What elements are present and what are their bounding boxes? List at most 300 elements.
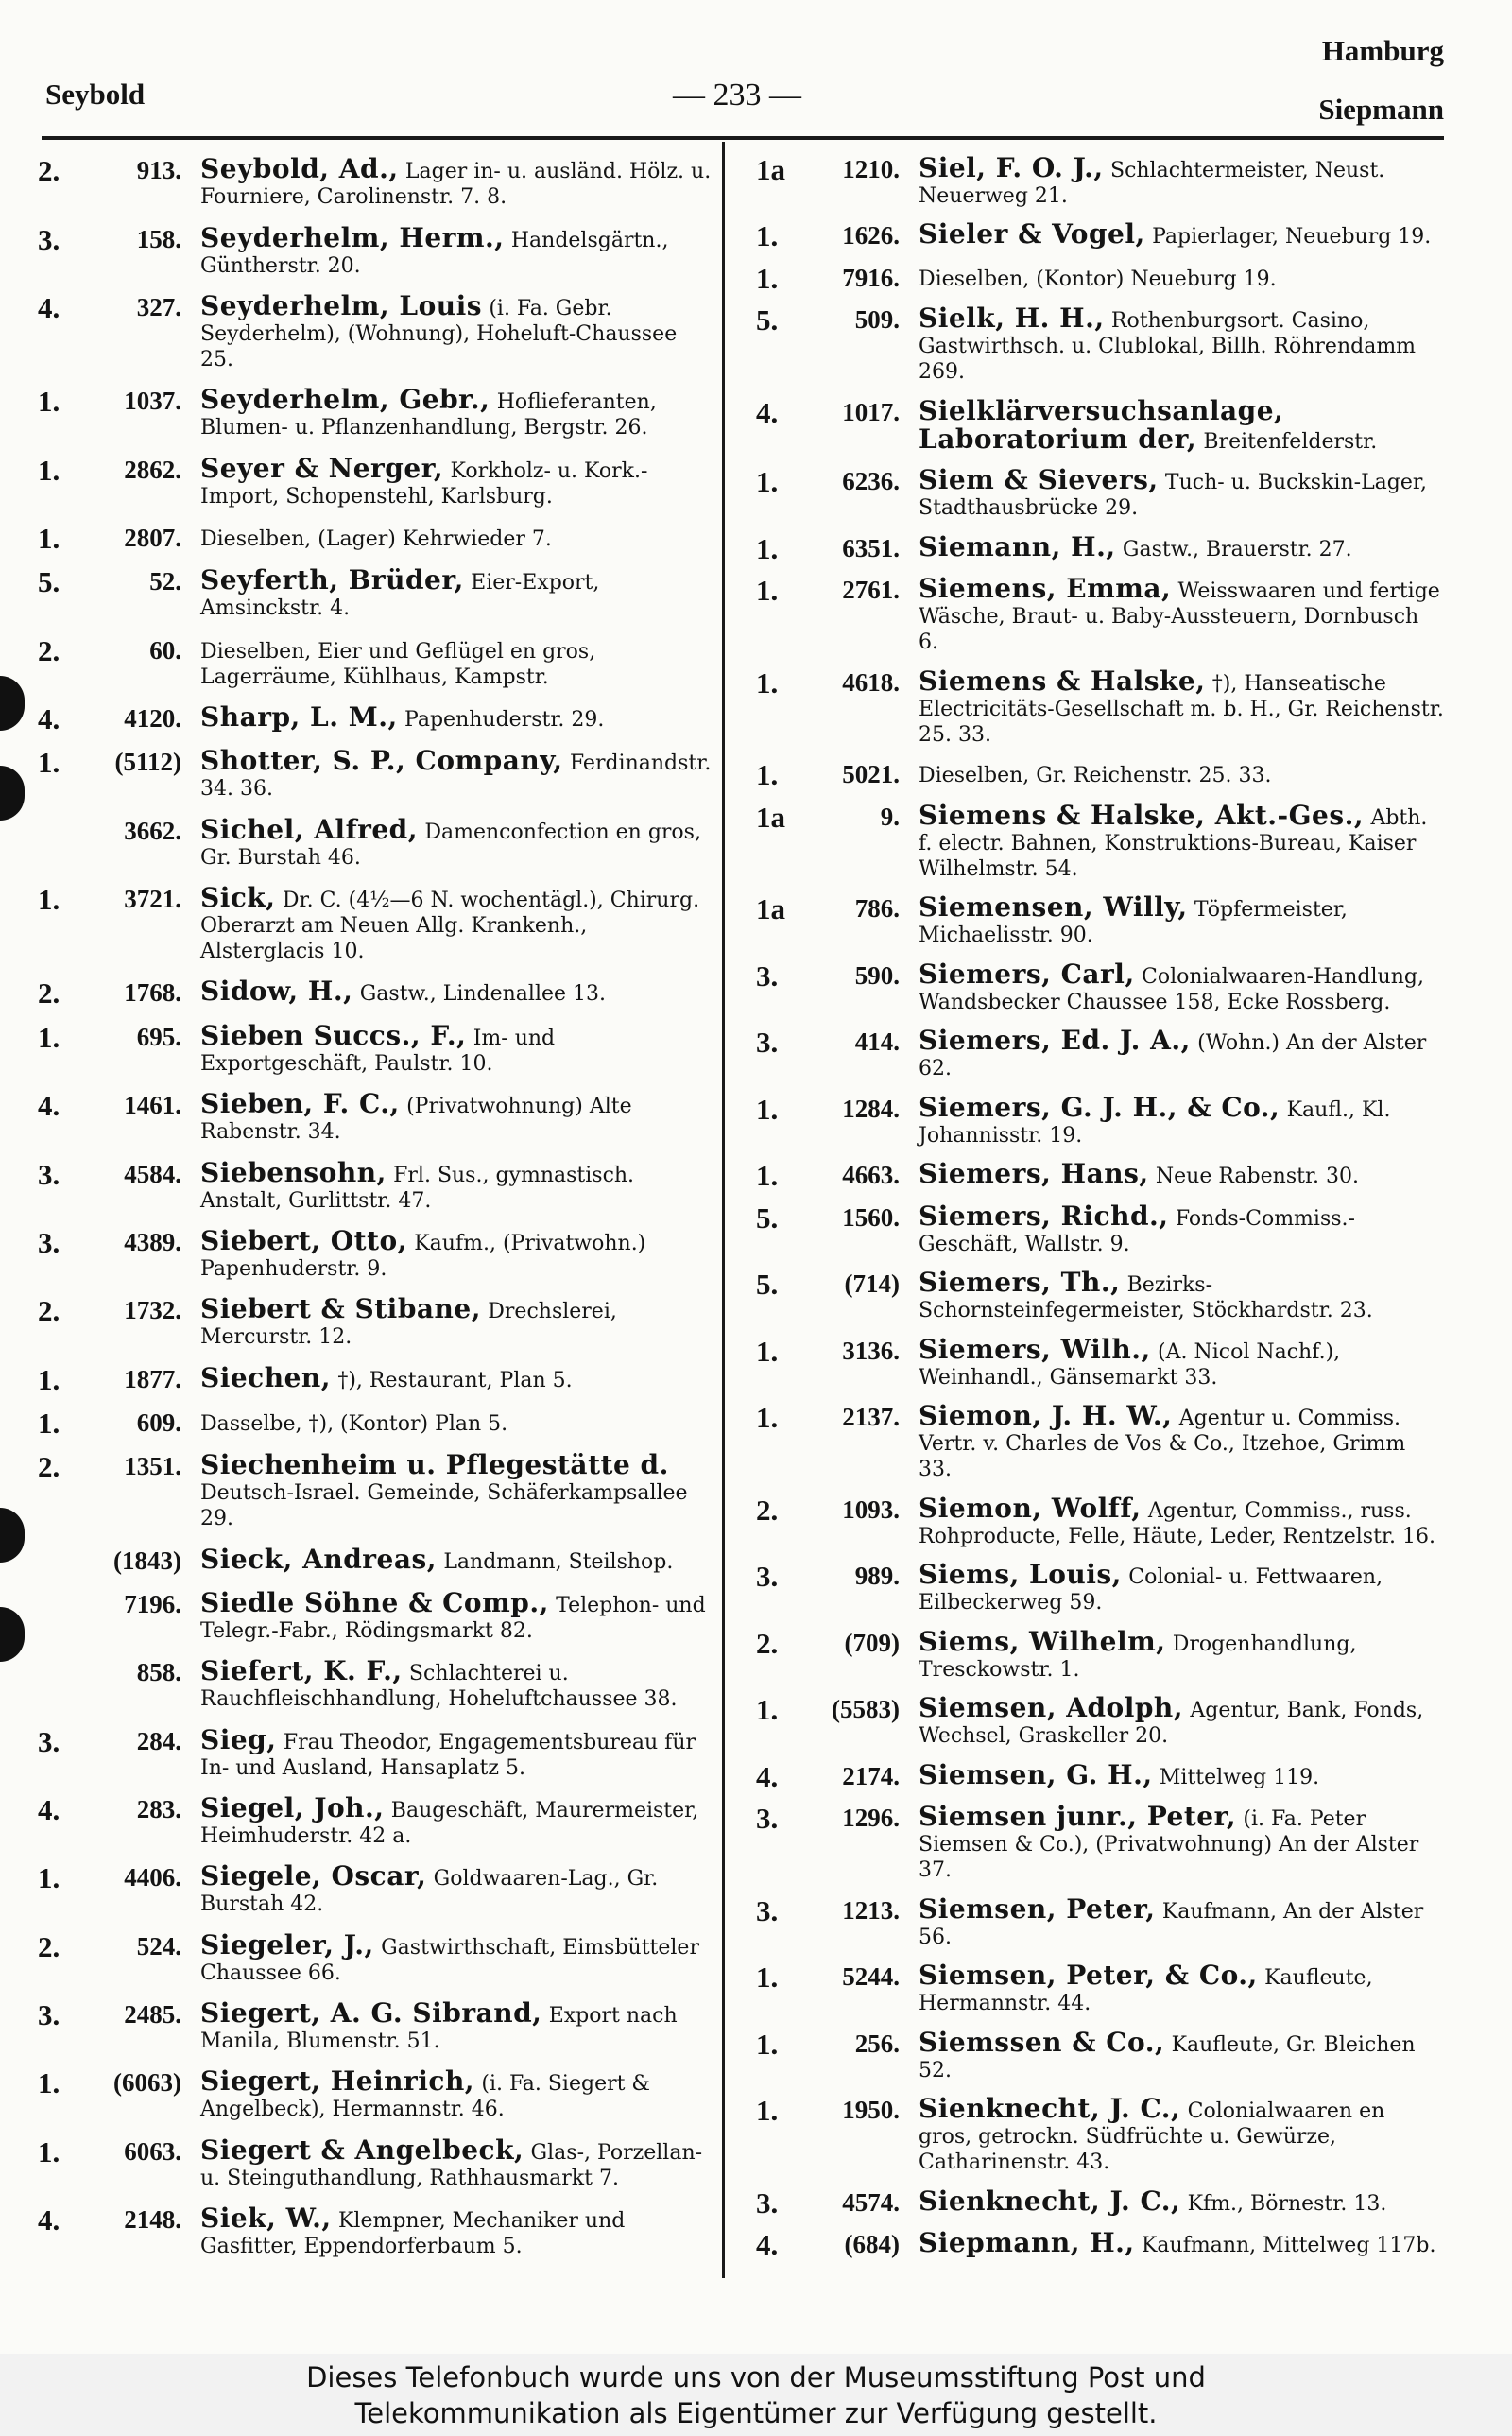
subscriber-name: Sielklärversuchsanlage, Laboratorium der, xyxy=(919,394,1284,455)
subscriber-name: Siemon, Wolff, xyxy=(919,1492,1142,1524)
exchange-zone: 1. xyxy=(38,453,60,487)
subscriber-name: Siemsen, Peter, xyxy=(919,1892,1156,1925)
subscriber-details: Kaufm., (Privatwohn.) Papenhuderstr. 9. xyxy=(200,1231,646,1281)
subscriber-details: Drechslerei, Mercurstr. 12. xyxy=(200,1300,617,1350)
binding-hole xyxy=(0,676,25,731)
subscriber-name: Siemers, Wilh., xyxy=(919,1333,1151,1365)
phone-number: 284. xyxy=(136,1726,181,1755)
subscriber-details: Deutsch-Israel. Gemeinde, Schäferkampsallee 29. xyxy=(200,1481,688,1531)
exchange-zone xyxy=(38,1658,81,1712)
exchange-zone: 1. xyxy=(38,1362,60,1396)
phone-number: 4406. xyxy=(124,1863,181,1892)
entry-body xyxy=(919,2026,1444,2083)
directory-entry xyxy=(38,882,714,964)
phone-number: 414. xyxy=(854,1028,900,1056)
phone-number: 327. xyxy=(136,293,181,322)
footer-line-1: Dieses Telefonbuch wurde uns von der Museumsstiftung Post und xyxy=(306,2361,1206,2393)
subscriber-details: Gastw., Lindenallee 13. xyxy=(359,982,607,1007)
subscriber-name: Siemens & Halske, xyxy=(919,665,1206,697)
exchange-zone: 4. xyxy=(756,395,779,429)
phone-number: 1213. xyxy=(842,1895,900,1925)
directory-entry xyxy=(756,891,1444,948)
phone-number: (5583) xyxy=(832,1695,900,1723)
phone-number: 1351. xyxy=(124,1452,181,1481)
subscriber-details: (i. Fa. Siegert & Angelbeck), Hermannstr. 46. xyxy=(200,2072,651,2122)
subscriber-name: Siegert, Heinrich, xyxy=(200,2065,475,2098)
exchange-zone: 5. xyxy=(756,1268,779,1301)
entry-body xyxy=(919,958,1444,1015)
entry-body xyxy=(919,1758,1444,1791)
entry-body xyxy=(200,882,714,964)
exchange-zone: 1. xyxy=(756,574,779,607)
directory-entry xyxy=(756,1962,1444,2016)
directory-entry xyxy=(756,1559,1444,1615)
subscriber-name: Sidow, H., xyxy=(200,976,353,1008)
phone-number: 5021. xyxy=(842,760,900,788)
subscriber-details: Agentur, Bank, Fonds, Wechsel, Graskeller 20. xyxy=(919,1699,1424,1748)
exchange-zone: 4. xyxy=(756,1759,779,1793)
entry-body xyxy=(919,1333,1444,1391)
subscriber-details: Bezirks-Schornsteinfegermeister, Stöckhardstr. 23. xyxy=(919,1273,1373,1322)
subscriber-details: Neue Rabenstr. 30. xyxy=(1155,1165,1360,1188)
directory-entry xyxy=(756,1091,1444,1149)
phone-number: 1017. xyxy=(842,397,900,426)
entry-body xyxy=(919,573,1444,655)
entry-body xyxy=(200,745,714,802)
directory-entry xyxy=(756,665,1444,748)
directory-entry xyxy=(756,530,1444,565)
phone-number: 1560. xyxy=(842,1202,900,1232)
subscriber-name: Siemon, J. H. W., xyxy=(919,1400,1173,1431)
exchange-zone: 1. xyxy=(756,465,779,498)
phone-number: 858. xyxy=(136,1658,181,1687)
directory-entry xyxy=(756,1267,1444,1323)
binding-hole xyxy=(0,1607,25,1662)
directory-entry xyxy=(38,701,714,736)
exchange-zone: 1. xyxy=(756,261,779,295)
subscriber-name: Sienknecht, J. C., xyxy=(919,2185,1181,2217)
entry-body xyxy=(200,1088,714,1145)
subscriber-details: Rothenburgsort. Casino, Gastwirthsch. u. Clublokal, Billh. Röhrendamm 269. xyxy=(919,309,1417,384)
directory-entry xyxy=(38,1586,714,1644)
subscriber-details: Dr. C. (4½—6 N. wochentägl.), Chirurg. Oberarzt am Neuen Allg. Krankenh., Alsterglacis 10. xyxy=(200,889,700,964)
directory-entry xyxy=(38,221,714,279)
entry-body xyxy=(200,1361,714,1394)
phone-number: 3136. xyxy=(842,1336,900,1365)
subscriber-name: Siemsen, Peter, & Co., xyxy=(919,1960,1258,1991)
phone-number: 1461. xyxy=(124,1091,181,1120)
subscriber-details: Korkholz- u. Kork.-Import, Schopenstehl, Karlsburg. xyxy=(200,458,648,509)
subscriber-details: Eier-Export, Amsinckstr. 4. xyxy=(200,571,600,621)
directory-entry xyxy=(756,760,1444,789)
phone-number: (5112) xyxy=(114,748,181,777)
entry-body xyxy=(200,701,714,734)
subscriber-details: Agentur u. Commiss. Vertr. v. Charles de Vos & Co., Itzehoe, Grimm 33. xyxy=(919,1407,1406,1481)
subscriber-name: Siegel, Joh., xyxy=(200,1791,385,1823)
subscriber-name: Siem & Sievers, xyxy=(919,464,1159,495)
exchange-zone: 5. xyxy=(756,1201,779,1235)
subscriber-name: Siegert, A. G. Sibrand, xyxy=(200,1996,542,2029)
phone-number: 4618. xyxy=(842,667,900,697)
subscriber-details: (A. Nicol Nachf.), Weinhandl., Gänsemarkt 33. xyxy=(919,1339,1341,1390)
exchange-zone: 3. xyxy=(38,222,60,256)
subscriber-details: Hoflieferanten, Blumen- u. Pflanzenhandlung, Bergstr. 26. xyxy=(200,390,657,441)
entry-body xyxy=(200,1860,714,1917)
directory-entry xyxy=(38,1293,714,1350)
exchange-zone: 2. xyxy=(38,154,60,188)
directory-entry xyxy=(756,573,1444,655)
subscriber-details: Colonialwaaren en gros, getrockn. Südfrüchte u. Gewürze, Catharinenstr. 43. xyxy=(919,2099,1385,2174)
phone-number: 1284. xyxy=(842,1094,900,1123)
directory-entry xyxy=(756,799,1444,882)
exchange-zone: 3. xyxy=(38,1724,60,1758)
entry-body xyxy=(200,153,714,210)
subscriber-details: Ferdinandstr. 34. 36. xyxy=(200,752,712,802)
subscriber-details: Dieselben, (Kontor) Neueburg 19. xyxy=(919,267,1277,291)
subscriber-details: Agentur, Commiss., russ. Rohproducte, Felle, Häute, Leder, Rentzelstr. 16. xyxy=(919,1498,1435,1548)
exchange-zone: 2. xyxy=(38,633,60,667)
phone-number: 989. xyxy=(854,1562,900,1590)
subscriber-details: Colonialwaaren-Handlung, Wandsbecker Chaussee 158, Ecke Rossberg. xyxy=(919,964,1424,1014)
entry-body xyxy=(200,1996,714,2054)
entry-body xyxy=(919,1091,1444,1149)
subscriber-name: Sick, xyxy=(200,882,276,914)
subscriber-name: Sieben, F. C., xyxy=(200,1088,400,1120)
subscriber-name: Seyderhelm, Herm., xyxy=(200,221,505,253)
exchange-zone: 1. xyxy=(38,1861,60,1895)
phone-number: 2174. xyxy=(842,1761,900,1790)
phone-number: 609. xyxy=(136,1408,181,1437)
exchange-zone: 1. xyxy=(756,2094,779,2127)
subscriber-details: Glas-, Porzellan- u. Steinguthandlung, Rathhausmarkt 7. xyxy=(200,2140,703,2190)
subscriber-details: Schlachtermeister, Neust. Neuerweg 21. xyxy=(919,158,1385,208)
phone-number: 913. xyxy=(136,156,181,185)
subscriber-details: Export nach Manila, Blumenstr. 51. xyxy=(200,2003,678,2053)
directory-entry xyxy=(756,958,1444,1015)
subscriber-details: Klempner, Mechaniker und Gasfitter, Eppendorferbaum 5. xyxy=(200,2209,626,2258)
subscriber-name: Siebert, Otto, xyxy=(200,1224,407,1256)
exchange-zone: 2. xyxy=(38,1294,60,1328)
left-column xyxy=(38,142,714,2259)
directory-entry xyxy=(38,2065,714,2122)
subscriber-name: Siemensen, Willy, xyxy=(919,891,1188,923)
subscriber-name: Siegele, Oscar, xyxy=(200,1860,427,1892)
entry-body xyxy=(919,218,1444,251)
exchange-zone: 4. xyxy=(38,291,60,325)
directory-entry xyxy=(756,1200,1444,1257)
page-number: — 233 — xyxy=(673,78,801,112)
left-keyword: Seybold xyxy=(45,78,146,111)
phone-number: 2807. xyxy=(124,524,181,553)
exchange-zone: 1. xyxy=(756,531,779,565)
exchange-zone: 1. xyxy=(756,1334,779,1368)
directory-entry xyxy=(38,564,714,621)
column-divider xyxy=(722,142,725,2278)
entry-body xyxy=(919,1962,1444,2016)
exchange-zone: 3. xyxy=(38,1997,60,2031)
subscriber-name: Siel, F. O. J., xyxy=(919,151,1104,183)
directory-entry xyxy=(756,2227,1444,2261)
exchange-zone: 3. xyxy=(756,1802,779,1835)
phone-number: 2862. xyxy=(124,455,181,484)
subscriber-name: Sienknecht, J. C., xyxy=(919,2093,1181,2124)
directory-entry xyxy=(756,1158,1444,1192)
subscriber-name: Shotter, S. P., Company, xyxy=(200,745,563,777)
exchange-zone: 3. xyxy=(38,1157,60,1191)
phone-number: 5244. xyxy=(842,1962,900,1991)
entry-body xyxy=(200,1543,714,1576)
phone-number: 158. xyxy=(136,224,181,253)
exchange-zone: 4. xyxy=(38,2203,60,2237)
directory-entry xyxy=(38,813,714,871)
entry-body xyxy=(919,1400,1444,1482)
entry-body xyxy=(200,1791,714,1849)
exchange-zone: 1. xyxy=(38,385,60,419)
directory-entry xyxy=(756,394,1444,455)
phone-number: 1037. xyxy=(124,387,181,416)
subscriber-name: Siechenheim u. Pflegestätte d. xyxy=(200,1449,669,1481)
attribution-footer xyxy=(0,2354,1512,2436)
phone-number: 52. xyxy=(149,567,181,596)
entry-body xyxy=(919,1559,1444,1615)
entry-body xyxy=(200,2065,714,2122)
entry-body xyxy=(919,2093,1444,2175)
entry-body xyxy=(200,1019,714,1077)
exchange-zone: 1. xyxy=(38,883,60,917)
entry-body xyxy=(919,1492,1444,1549)
exchange-zone: 2. xyxy=(756,1626,779,1660)
subscriber-name: Sieben Succs., F., xyxy=(200,1019,467,1051)
directory-entry xyxy=(38,2205,714,2259)
entry-body xyxy=(200,384,714,441)
exchange-zone: 2. xyxy=(38,1450,60,1484)
phone-number: 1296. xyxy=(842,1804,900,1832)
directory-entry xyxy=(756,1333,1444,1391)
subscriber-details: Schlachterei u. Rauchfleischhandlung, Hoheluftchaussee 38. xyxy=(200,1662,678,1712)
entry-body xyxy=(200,1723,714,1781)
exchange-zone: 2. xyxy=(38,1929,60,1963)
subscriber-name: Seyderhelm, Louis xyxy=(200,290,483,322)
phone-number: 4574. xyxy=(842,2187,900,2217)
exchange-zone: 3. xyxy=(756,1560,779,1593)
directory-entry xyxy=(38,1156,714,1214)
directory-entry xyxy=(756,1492,1444,1549)
directory-entry xyxy=(756,261,1444,295)
entry-body xyxy=(200,1408,714,1438)
entry-body xyxy=(200,1928,714,1986)
phone-number: 7196. xyxy=(124,1589,181,1618)
entry-body xyxy=(919,151,1444,209)
phone-number: 3721. xyxy=(124,885,181,914)
subscriber-name: Siemssen & Co., xyxy=(919,2026,1165,2058)
exchange-zone: 1. xyxy=(756,2027,779,2061)
directory-entry xyxy=(756,1625,1444,1683)
binding-hole xyxy=(0,1508,25,1563)
subscriber-name: Siemann, H., xyxy=(919,530,1116,562)
binding-hole xyxy=(0,766,25,821)
subscriber-details: Handelsgärtn., Güntherstr. 20. xyxy=(200,228,669,278)
entry-body xyxy=(919,530,1444,563)
directory-entry xyxy=(756,1758,1444,1793)
subscriber-name: Sichel, Alfred, xyxy=(200,813,419,845)
subscriber-details: Kaufmann, An der Alster 56. xyxy=(919,1899,1424,1949)
subscriber-name: Siedle Söhne & Comp., xyxy=(200,1586,549,1618)
entry-body xyxy=(200,1449,714,1531)
phone-number: 2485. xyxy=(124,1999,181,2029)
subscriber-name: Siemers, Carl, xyxy=(919,958,1135,990)
header-rule xyxy=(42,136,1444,140)
phone-number: 2137. xyxy=(842,1403,900,1431)
subscriber-details: Frl. Sus., gymnastisch. Anstalt, Gurlittstr. 47. xyxy=(200,1163,635,1213)
subscriber-details: Dieselben, (Lager) Kehrwieder 7. xyxy=(200,527,552,552)
directory-entry xyxy=(38,1019,714,1077)
subscriber-name: Siemers, Ed. J. A., xyxy=(919,1025,1191,1056)
exchange-zone: 1. xyxy=(756,1693,779,1726)
phone-number: (709) xyxy=(844,1628,900,1657)
directory-entry xyxy=(38,1791,714,1849)
phone-number: 283. xyxy=(136,1794,181,1823)
exchange-zone: 4. xyxy=(38,702,60,736)
exchange-zone xyxy=(38,817,81,871)
exchange-zone: 3. xyxy=(756,1893,779,1927)
subscriber-name: Sielk, H. H., xyxy=(919,302,1105,334)
subscriber-details: Papenhuderstr. 29. xyxy=(404,708,605,733)
subscriber-details: Im- und Exportgeschäft, Paulstr. 10. xyxy=(200,1026,556,1076)
exchange-zone: 1. xyxy=(756,219,779,252)
directory-entry xyxy=(38,1860,714,1917)
entry-body xyxy=(919,2227,1444,2259)
entry-body xyxy=(919,891,1444,948)
directory-entry xyxy=(756,1892,1444,1950)
exchange-zone: 1. xyxy=(38,746,60,780)
directory-entry xyxy=(38,1088,714,1145)
directory-entry xyxy=(38,1996,714,2054)
subscriber-name: Siemers, G. J. H., & Co., xyxy=(919,1091,1280,1123)
subscriber-details: Drogenhandlung, Tresckowstr. 1. xyxy=(919,1632,1357,1682)
phone-number: 4120. xyxy=(124,704,181,734)
entry-body xyxy=(919,2185,1444,2218)
entry-body xyxy=(919,264,1444,293)
entry-body xyxy=(200,452,714,510)
entry-body xyxy=(200,636,714,690)
exchange-zone: 1. xyxy=(38,2134,60,2168)
exchange-zone: 4. xyxy=(756,2228,779,2261)
directory-entry xyxy=(38,1449,714,1531)
subscriber-details: Kfm., Börnestr. 13. xyxy=(1187,2191,1387,2216)
subscriber-details: (Wohn.) An der Alster 62. xyxy=(919,1031,1427,1080)
directory-entry xyxy=(38,452,714,510)
phone-number: 524. xyxy=(136,1931,181,1961)
directory-entry xyxy=(756,2185,1444,2220)
exchange-zone: 5. xyxy=(38,565,60,599)
phone-number: 1950. xyxy=(842,2096,900,2124)
exchange-zone: 2. xyxy=(38,976,60,1011)
phone-number: 695. xyxy=(136,1022,181,1051)
subscriber-details: Gastw., Brauerstr. 27. xyxy=(1122,537,1352,561)
entry-body xyxy=(919,1801,1444,1883)
phone-number: 6351. xyxy=(842,533,900,562)
subscriber-details: Tuch- u. Buckskin-Lager, Stadthausbrücke 29. xyxy=(919,471,1427,520)
subscriber-details: Frau Theodor, Engagementsbureau für In- und Ausland, Hansaplatz 5. xyxy=(200,1730,696,1780)
directory-entry xyxy=(38,976,714,1011)
exchange-zone: 1. xyxy=(38,1020,60,1054)
entry-body xyxy=(919,302,1444,385)
phone-number: 6063. xyxy=(124,2136,181,2166)
exchange-zone: 3. xyxy=(756,959,779,993)
phone-number: 4584. xyxy=(124,1159,181,1188)
entry-body xyxy=(200,2134,714,2191)
phone-number: 4663. xyxy=(842,1161,900,1189)
subscriber-details: Kaufleute, Hermannstr. 44. xyxy=(919,1966,1373,2015)
directory-entry xyxy=(756,1801,1444,1883)
entry-body xyxy=(200,1224,714,1282)
phone-number: 256. xyxy=(854,2029,900,2058)
directory-entry xyxy=(38,1543,714,1576)
subscriber-name: Siemsen, G. H., xyxy=(919,1758,1153,1790)
subscriber-name: Seyderhelm, Gebr., xyxy=(200,384,490,416)
entry-body xyxy=(919,665,1444,748)
exchange-zone: 1a xyxy=(756,152,785,186)
exchange-zone: 1. xyxy=(38,1406,60,1440)
phone-number: 1626. xyxy=(842,221,900,250)
subscriber-details: (i. Fa. Peter Siemsen & Co.), (Privatwohnung) An der Alster 37. xyxy=(919,1807,1419,1882)
directory-entry xyxy=(38,1655,714,1712)
subscriber-name: Seybold, Ad., xyxy=(200,153,399,185)
entry-body xyxy=(200,813,714,871)
exchange-zone: 1. xyxy=(756,1159,779,1192)
entry-body xyxy=(919,464,1444,521)
exchange-zone: 1. xyxy=(756,758,779,791)
phone-number: 7916. xyxy=(842,263,900,292)
subscriber-name: Siems, Wilhelm, xyxy=(919,1625,1166,1657)
directory-entry xyxy=(756,1400,1444,1482)
entry-body xyxy=(200,1293,714,1350)
exchange-zone: 3. xyxy=(756,1026,779,1059)
directory-entry xyxy=(38,1224,714,1282)
subscriber-details: †), Restaurant, Plan 5. xyxy=(337,1368,573,1392)
entry-body xyxy=(200,524,714,553)
exchange-zone: 1. xyxy=(38,522,60,556)
entry-body xyxy=(919,1200,1444,1257)
subscriber-name: Siechen, xyxy=(200,1361,331,1393)
entry-body xyxy=(200,221,714,279)
directory-entry xyxy=(756,151,1444,209)
phone-number: (714) xyxy=(844,1270,900,1298)
exchange-zone: 1. xyxy=(756,1092,779,1126)
entry-body xyxy=(919,1892,1444,1950)
exchange-zone: 4. xyxy=(38,1792,60,1826)
directory-entry xyxy=(38,2134,714,2191)
phone-number: 1210. xyxy=(842,154,900,183)
directory-entry xyxy=(756,218,1444,252)
subscriber-details: Lager in- u. ausländ. Hölz. u. Fourniere, Carolinenstr. 7. 8. xyxy=(200,160,712,210)
subscriber-details: Landmann, Steilshop. xyxy=(443,1549,674,1574)
subscriber-details: Abth. f. electr. Bahnen, Konstruktions-Bureau, Kaiser Wilhelmstr. 54. xyxy=(919,805,1428,881)
entry-body xyxy=(200,1655,714,1712)
phone-number: 6236. xyxy=(842,467,900,495)
subscriber-details: Telephon- und Telegr.-Fabr., Rödingsmarkt 82. xyxy=(200,1593,706,1643)
phone-number: 2148. xyxy=(124,2205,181,2234)
subscriber-name: Siemsen junr., Peter, xyxy=(919,1801,1237,1832)
phone-number: (684) xyxy=(844,2230,900,2258)
phone-number: 3662. xyxy=(124,816,181,845)
subscriber-details: Kaufl., Kl. Johannisstr. 19. xyxy=(919,1097,1391,1148)
subscriber-details: †), Hanseatische Electricitäts-Gesellschaft m. b. H., Gr. Reichenstr. 25. 33. xyxy=(919,671,1444,747)
right-keyword: Siepmann xyxy=(1318,93,1444,126)
directory-entry xyxy=(756,1692,1444,1749)
city-header: Hamburg xyxy=(1321,34,1444,67)
subscriber-name: Sieck, Andreas, xyxy=(200,1543,437,1575)
